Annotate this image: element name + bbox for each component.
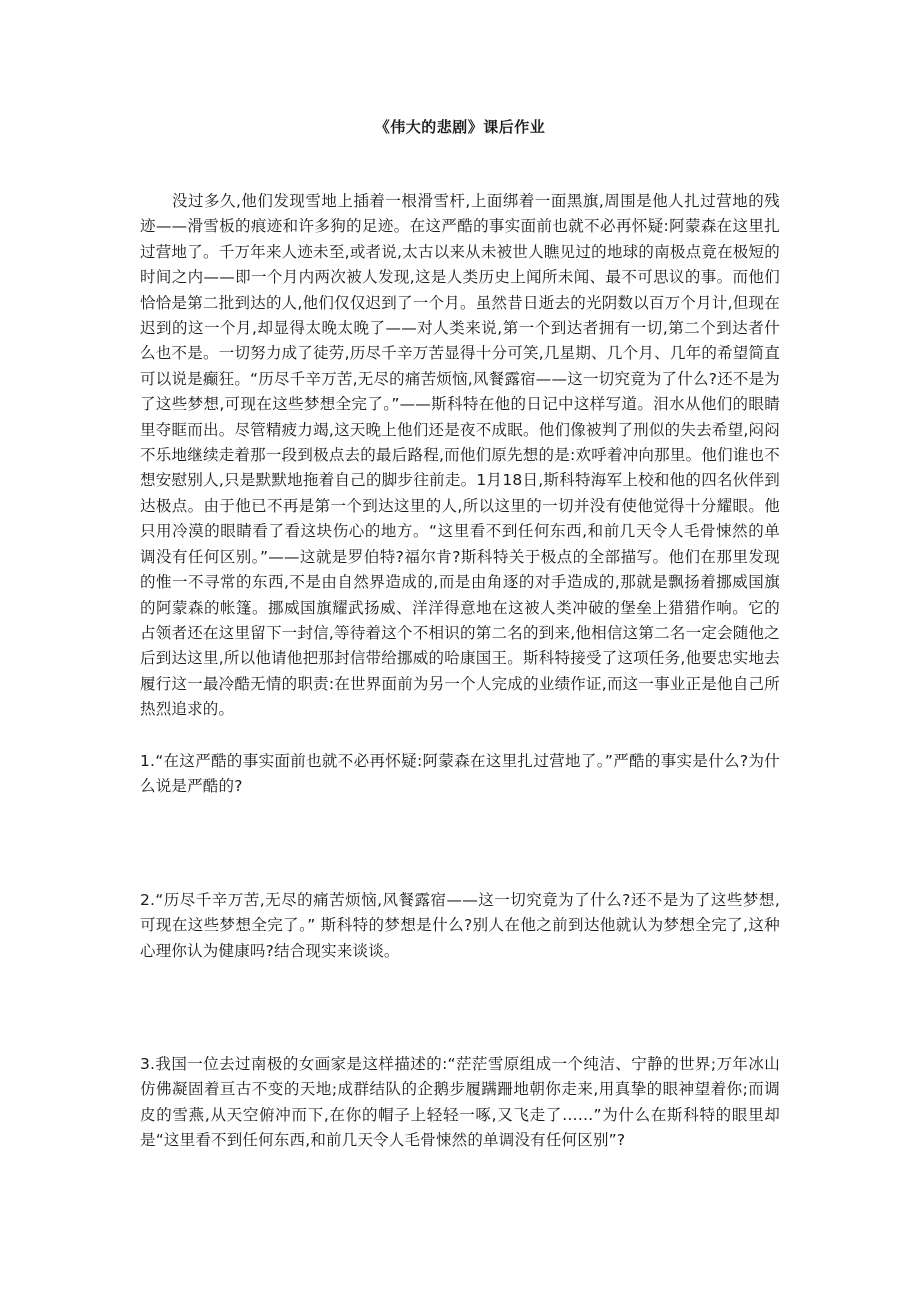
document-title: 《伟大的悲剧》课后作业 (374, 118, 546, 136)
reading-passage: 没过多久,他们发现雪地上插着一根滑雪杆,上面绑着一面黑旗,周围是他人扎过营地的残迹——滑雪板的痕迹和许多狗的足迹。在这严酷的事实面前也就不必再怀疑:阿蒙森在这里扎过营地了。千万年来人迹未至,或者说,太古以来从未被世人瞧见过的地球的南极点竟在极短的时间之内——即一个月内两次被人发现,这是人类历史上闻所未闻、最不可思议的事。而他们恰恰是第二批到达的人,他们仅仅迟到了一个月。虽然昔日逝去的光阴数以百万个月计,但现在迟到的这一个月,却显得太晚太晚了——对人类来说,第一个到达者拥有一切,第二个到达者什么也不是。一切努力成了徒劳,历尽千辛万苦显得十分可笑,几星期、几个月、几年的希望简直可以说是癫狂。“历尽千辛万苦,无尽的痛苦烦恼,风餐露宿——这一切究竟为了什么?还不是为了这些梦想,可现在这些梦想全完了。”——斯科特在他的日记中这样写道。泪水从他们的眼睛里夺眶而出。尽管精疲力竭,这天晚上他们还是夜不成眠。他们像被判了刑似的失去希望,闷闷不乐地继续走着那一段到极点去的最后路程,而他们原先想的是:欢呼着冲向那里。他们谁也不想安慰别人,只是默默地拖着自己的脚步往前走。1月18日,斯科特海军上校和他的四名伙伴到达极点。由于他已不再是第一个到达这里的人,所以这里的一切并没有使他觉得十分耀眼。他只用冷漠的眼睛看了看这块伤心的地方。“这里看不到任何东西,和前几天令人毛骨悚然的单调没有任何区别。”——这就是罗伯特?福尔肯?斯科特关于极点的全部描写。他们在那里发现的惟一不寻常的东西,不是由自然界造成的,而是由角逐的对手造成的,那就是飘扬着挪威国旗的阿蒙森的帐篷。挪威国旗耀武扬威、洋洋得意地在这被人类冲破的堡垒上猎猎作响。它的占领者还在这里留下一封信,等待着这个不相识的第二名的到来,他相信这第二名一定会随他之后到达这里,所以他请他把那封信带给挪威的哈康国王。斯科特接受了这项任务,他要忠实地去履行这一最冷酷无情的职责:在世界面前为另一个人完成的业绩作证,而这一事业正是他自己所热烈追求的。 (140, 192, 780, 719)
question-3: 3.我国一位去过南极的女画家是这样描述的:“茫茫雪原组成一个纯洁、宁静的世界;万年冰山仿佛凝固着亘古不变的天地;成群结队的企鹅步履蹒跚地朝你走来,用真挚的眼神望着你;而调皮的雪燕,从天空俯冲而下,在你的帽子上轻轻一啄,又飞走了……”为什么在斯科特的眼里却是“这里看不到任何东西,和前几天令人毛骨悚然的单调没有任何区别”? (140, 1055, 780, 1150)
question-1: 1.“在这严酷的事实面前也就不必再怀疑:阿蒙森在这里扎过营地了。”严酷的事实是什么?为什么说是严酷的? (140, 752, 780, 796)
question-2: 2.“历尽千辛万苦,无尽的痛苦烦恼,风餐露宿——这一切究竟为了什么?还不是为了这些梦想,可现在这些梦想全完了。” 斯科特的梦想是什么?别人在他之前到达他就认为梦想全完了,这种心理你认为健康吗?结合现实来谈谈。 (140, 891, 780, 960)
